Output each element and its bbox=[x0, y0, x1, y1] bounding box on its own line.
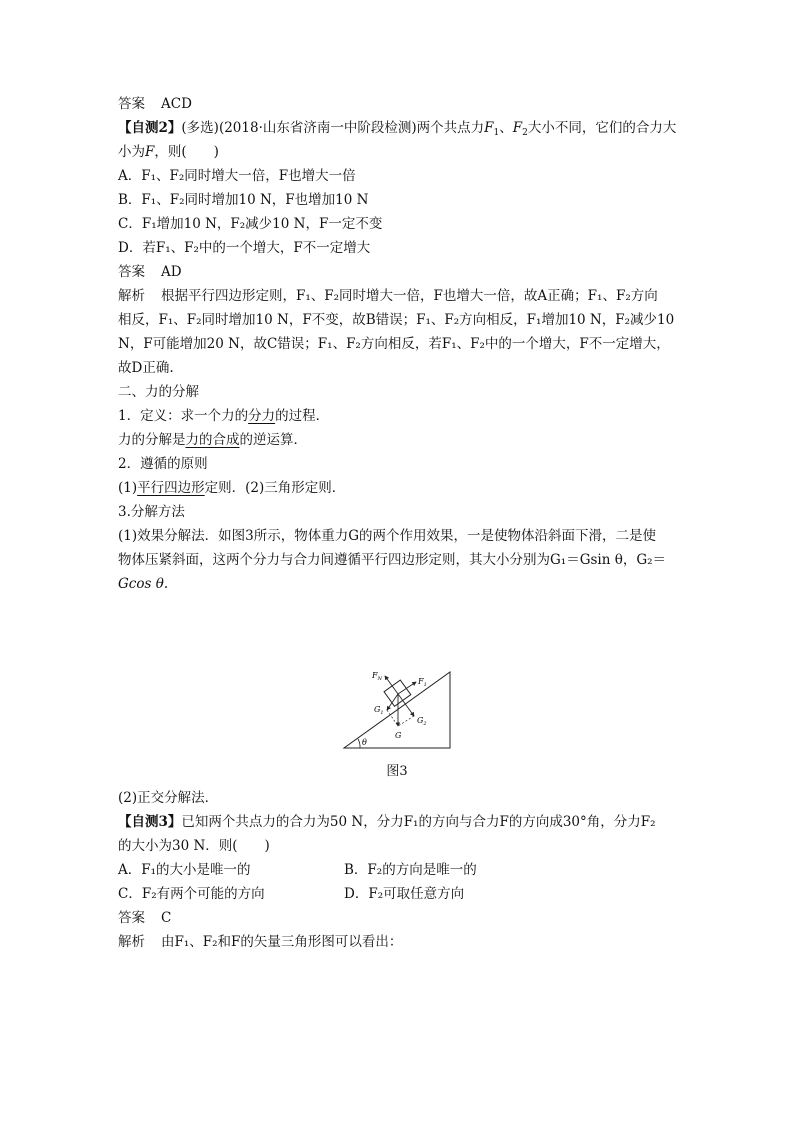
analysis-line: 相反，F₁、F₂同时增加10 N，F不变，故B错误；F₁、F₂方向相反，F₁增加10 N，F₂减少10 bbox=[118, 312, 675, 328]
option-c: C．F₁增加10 N，F₂减少10 N，F一定不变 bbox=[118, 216, 383, 232]
definition-line: 1．定义：求一个力的分力的过程． bbox=[118, 408, 330, 424]
option-b: B．F₁、F₂同时增加10 N，F也增加10 N bbox=[118, 192, 369, 208]
option-a: A．F₁的大小是唯一的 bbox=[118, 862, 251, 878]
options-row bbox=[118, 858, 688, 882]
analysis-line: 解析 根据平行四边形定则，F₁、F₂同时增大一倍，F也增大一倍，故A正确；F₁、F₂方向 bbox=[118, 288, 658, 304]
option-c: C．F₂有两个可能的方向 bbox=[118, 886, 265, 902]
answer-line: 答案 C bbox=[118, 910, 172, 926]
rule-title: 2．遵循的原则 bbox=[118, 456, 208, 472]
method-line: (2)正交分解法． bbox=[118, 790, 219, 806]
fn-label: $F_N$ bbox=[372, 671, 382, 682]
inverse-line: 力的分解是力的合成的逆运算． bbox=[118, 432, 307, 448]
option-d: D．若F₁、F₂中的一个增大，F不一定增大 bbox=[118, 240, 371, 256]
method-title: 3.分解方法 bbox=[118, 504, 185, 520]
angle-arc bbox=[358, 739, 360, 748]
analysis-line: 故D正确. bbox=[118, 360, 174, 376]
question-stem-cont: 的大小为30 N．则( ) bbox=[118, 838, 270, 854]
answer-line: 答案 ACD bbox=[118, 96, 192, 112]
document-page bbox=[118, 92, 688, 596]
section-title: 二、力的分解 bbox=[118, 384, 199, 400]
parallelogram-dash bbox=[398, 716, 414, 726]
parallelogram-dash bbox=[387, 710, 398, 726]
options-row bbox=[118, 882, 688, 906]
theta-label: θ bbox=[362, 738, 367, 747]
method-line: Gcos θ. bbox=[118, 576, 169, 592]
question-stem-cont: 小为F，则( ) bbox=[118, 144, 219, 160]
incline-figure bbox=[340, 668, 452, 752]
g1-label: $G_1$ bbox=[374, 705, 384, 716]
answer-line: 答案 AD bbox=[118, 264, 182, 280]
g2-label: $G_2$ bbox=[417, 716, 427, 727]
figure-caption: 图3 bbox=[386, 764, 408, 779]
option-b: B．F₂的方向是唯一的 bbox=[344, 862, 477, 878]
question-stem: 【自测2】(多选)(2018·山东省济南一中阶段检测)两个共点力$F_1$、$F_2$大小不同，它们的合力大 bbox=[118, 120, 677, 138]
option-d: D．F₂可取任意方向 bbox=[344, 886, 465, 902]
question-stem: 【自测3】已知两个共点力的合力为50 N，分力F₁的方向与合力F的方向成30°角，分力F₂ bbox=[118, 814, 656, 830]
document-page-lower bbox=[118, 786, 688, 954]
analysis-line: N，F可能增加20 N，故C错误；F₁、F₂方向相反，若F₁、F₂中的一个增大，F不一定增大， bbox=[118, 336, 670, 352]
g-label: G bbox=[395, 731, 402, 740]
analysis-line: 解析 由F₁、F₂和F的矢量三角形图可以看出： bbox=[118, 934, 403, 950]
option-a: A．F₁、F₂同时增大一倍，F也增大一倍 bbox=[118, 168, 356, 184]
method-line: 物体压紧斜面，这两个分力与合力间遵循平行四边形定则，其大小分别为G₁＝Gsin θ，G₂＝ bbox=[118, 552, 667, 568]
f1-label: $F_1$ bbox=[418, 677, 427, 688]
method-line: (1)效果分解法．如图3所示，物体重力G的两个作用效果，一是使物体沿斜面下滑，二是使 bbox=[118, 528, 656, 544]
rule-line: (1)平行四边形定则．(2)三角形定则． bbox=[118, 480, 346, 496]
